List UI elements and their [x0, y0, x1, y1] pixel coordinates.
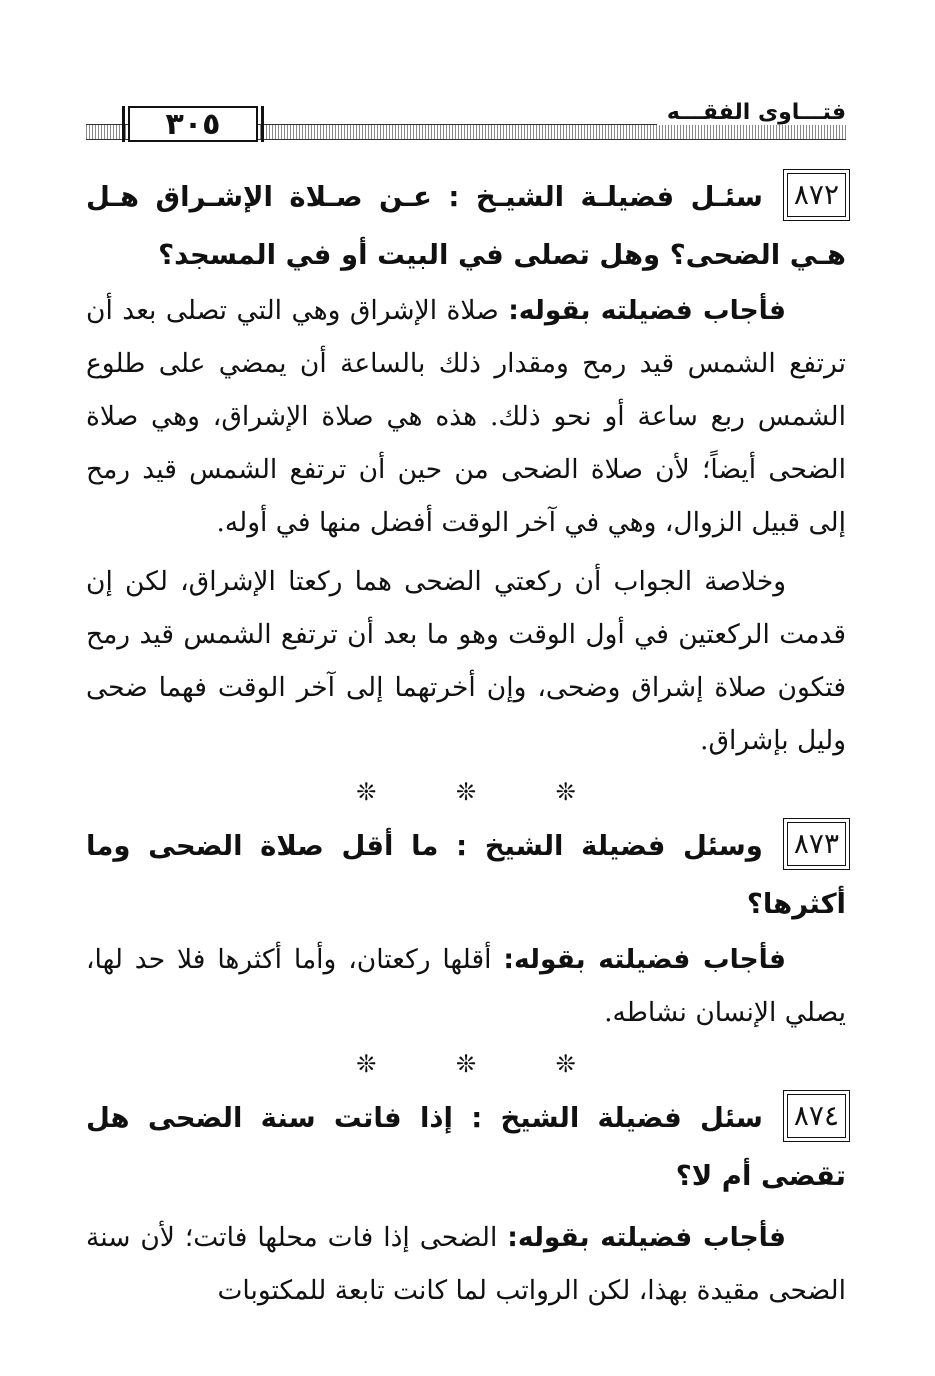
- book-title: فتـــاوى الفقـــه: [657, 100, 846, 125]
- answer-summary: [86, 555, 846, 767]
- answer-text: صلاة الإشراق وهي التي تصلى بعد أن ترتفع الشمس قيد رمح ومقدار ذلك بالساعة أن يمضي على طلوع الشمس ربع ساعة أو نحو ذلك. هذه هي صلاة الإشراق، وهي صلاة الضحى أيضاً؛ لأن صلاة الضحى من حين أن ترتفع الشمس قيد رمح إلى قبيل الزوال، وهي في آخر الوقت أفضل منها في أوله.: [86, 295, 846, 538]
- question: [86, 1089, 846, 1205]
- fatwa-number: ٨٧٤: [787, 1094, 846, 1138]
- answer: [86, 1211, 846, 1317]
- question-text: سئل فضيلة الشيخ : إذا فاتت سنة الضحى هل تقضى أم لا؟: [86, 1102, 846, 1192]
- answer-summary-text: وخلاصة الجواب أن ركعتي الضحى هما ركعتا الإشراق، لكن إن قدمت الركعتين في أول الوقت وهو ما بعد أن ترتفع الشمس قيد رمح فتكون صلاة إشراق وضحى، وإن أخرتهما إلى آخر الوقت فهما ضحى وليل بإشراق.: [86, 566, 846, 756]
- question: [86, 817, 846, 933]
- question-text: وسئل فضيلة الشيخ : ما أقل صلاة الضحى وما أكثرها؟: [86, 830, 846, 920]
- answer-lead: فأجاب فضيلته بقوله:: [503, 944, 786, 975]
- question-text: سئـل فضيلـة الشيـخ : عـن صـلاة الإشـراق هـل هـي الضحى؟ وهل تصلى في البيت أو في المسجد؟: [86, 181, 846, 271]
- page-header: [86, 96, 846, 146]
- answer-lead: فأجاب فضيلته بقوله:: [507, 1222, 786, 1253]
- fatwa-number: ٨٧٢: [787, 173, 846, 217]
- fatwa-873: [86, 817, 846, 1039]
- section-separator: ❊ ❊ ❊: [356, 778, 612, 806]
- fatwa-874: [86, 1089, 846, 1317]
- fatwa-number: ٨٧٣: [787, 822, 846, 866]
- answer-text: أقلها ركعتان، وأما أكثرها فلا حد لها، يصلي الإنسان نشاطه.: [86, 944, 846, 1028]
- answer: [86, 933, 846, 1039]
- answer-lead: فأجاب فضيلته بقوله:: [508, 295, 786, 326]
- page-number: ٣٠٥: [128, 106, 258, 142]
- fatwa-872: [86, 168, 846, 767]
- answer: [86, 284, 846, 549]
- section-separator: ❊ ❊ ❊: [356, 1050, 612, 1078]
- page-content: [86, 168, 846, 1317]
- answer-text: الضحى إذا فات محلها فاتت؛ لأن سنة الضحى مقيدة بهذا، لكن الرواتب لما كانت تابعة للمكتوبات: [86, 1222, 846, 1306]
- question: [86, 168, 846, 284]
